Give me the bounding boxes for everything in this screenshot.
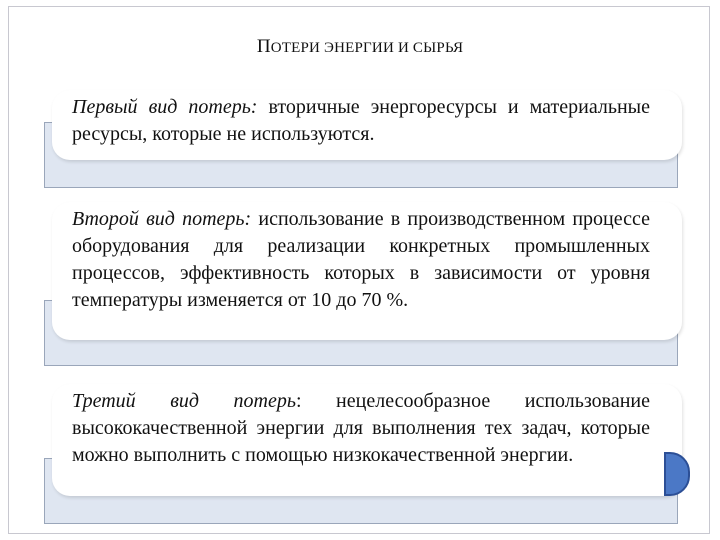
title-initial: П [256, 36, 271, 57]
item3-text: : нецелесообразное использование высококачественной энергии для выполнения тех задач, которые можно выполнить с помощью низкокачественной энергии. [72, 390, 650, 466]
item3-card [52, 384, 682, 496]
item1-label: Первый вид потерь: [72, 96, 258, 118]
item2-card [52, 202, 682, 340]
item1-card [52, 90, 682, 160]
item1-text: вторичные энергоресурсы и материальные ресурсы, которые не используются. [72, 96, 650, 145]
item2-label: Второй вид потерь: [72, 208, 252, 230]
slide-title [0, 36, 720, 58]
item2-paragraph [72, 206, 650, 314]
item3-label: Третий вид потерь [72, 390, 296, 412]
item1-paragraph [72, 94, 650, 148]
item2-text: использование в производственном процессе оборудования для реализации конкретных промышленных процессов, эффективность которых в зависимости от уровня температуры изменяется от 10 до 70 %. [72, 208, 650, 311]
item3-paragraph [72, 388, 650, 469]
title-rest: ОТЕРИ ЭНЕРГИИ И СЫРЬЯ [270, 40, 464, 56]
